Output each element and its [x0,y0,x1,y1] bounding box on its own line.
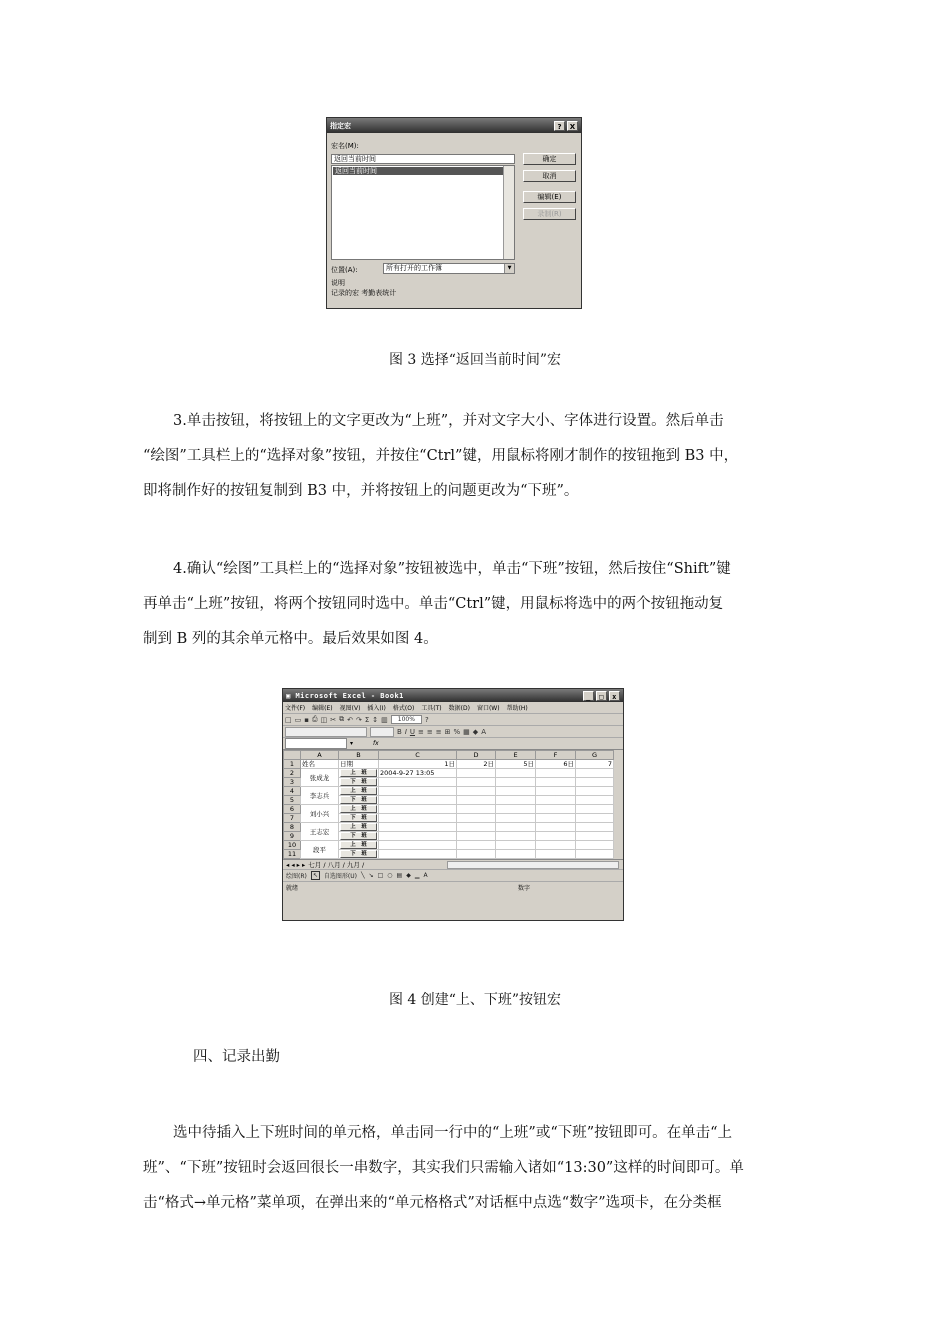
cell[interactable] [339,814,379,823]
save-icon[interactable]: ▪ [304,715,309,724]
excel-window [282,688,624,921]
cell[interactable] [576,841,614,850]
align-left-icon[interactable]: ≡ [418,727,424,736]
cell[interactable]: 姓名 [301,760,339,769]
cell[interactable] [379,832,457,841]
assign-macro-dialog [326,117,582,309]
cell[interactable] [379,796,457,805]
align-center-icon[interactable]: ≡ [426,727,433,736]
fill-color-icon[interactable]: ◆ [406,872,411,879]
italic-icon[interactable]: I [404,727,407,736]
cell[interactable] [496,796,536,805]
excel-titlebar [283,689,623,702]
macro-list-item[interactable]: 返回当前时间 [333,167,505,175]
macro-name-label: 宏名(M): [331,142,359,150]
row-header[interactable]: 10 [284,841,301,850]
macro-list[interactable] [331,165,515,260]
zoom-box[interactable]: 100% [391,715,422,724]
autoshape-menu[interactable]: 自选图形(U) [323,873,357,880]
dialog-title: 指定宏 [330,121,351,130]
drawing-toolbar [283,869,623,881]
cell[interactable] [496,778,536,787]
cell[interactable] [339,823,379,832]
menu-file[interactable]: 文件(F) [285,705,306,712]
cell[interactable] [576,769,614,778]
worksheet-grid [283,750,614,859]
menu-tools[interactable]: 工具(T) [421,705,442,712]
standard-toolbar [283,714,623,726]
excel-window-title: Microsoft Excel - Book1 [295,691,404,700]
tab-nav-icon[interactable]: ◂ ◂ ▸ ▸ [286,860,306,869]
help-icon[interactable]: ? [424,715,429,724]
close-icon[interactable]: x [609,691,620,701]
cell[interactable] [496,823,536,832]
cell[interactable] [339,832,379,841]
macro-name-input[interactable]: 返回当前时间 [331,154,515,164]
cell[interactable] [536,778,576,787]
clock-out-button[interactable]: 下 班 [340,850,377,858]
draw-menu[interactable]: 绘图(R) [286,873,307,880]
location-select[interactable] [383,263,515,274]
cell[interactable] [457,832,496,841]
cell[interactable]: 段平 [301,841,339,859]
column-header[interactable]: G [576,751,614,760]
row-header[interactable]: 11 [284,850,301,859]
cell[interactable] [496,805,536,814]
cell[interactable] [536,787,576,796]
oval-icon[interactable]: ○ [387,872,393,879]
cell[interactable] [536,832,576,841]
menu-data[interactable]: 数据(D) [448,705,470,712]
cell[interactable] [536,850,576,859]
new-file-icon[interactable]: □ [285,715,292,724]
cell[interactable]: 2004-9-27 13:05 [379,769,457,778]
cell[interactable] [576,823,614,832]
macro-list-scrollbar[interactable] [503,166,514,259]
cell[interactable]: 张成龙 [301,769,339,787]
maximize-icon[interactable]: □ [596,691,607,701]
cell[interactable] [379,778,457,787]
redo-icon[interactable]: ↷ [355,715,362,724]
open-folder-icon[interactable]: ▭ [294,715,302,724]
paragraph-line: 制到 B 列的其余单元格中。最后效果如图 4。 [143,631,438,647]
cell[interactable] [496,832,536,841]
cell[interactable] [457,841,496,850]
cell[interactable]: 5日 [496,760,536,769]
cancel-button[interactable]: 取消 [523,170,576,182]
cut-icon[interactable]: ✂ [330,715,337,724]
row-header[interactable]: 3 [284,778,301,787]
paragraph-line: “绘图”工具栏上的“选择对象”按钮，并按住“Ctrl”键，用鼠标将刚才制作的按钮拖到 B3 中， [143,448,739,464]
percent-icon[interactable]: % [453,727,461,736]
rectangle-icon[interactable]: □ [377,872,384,879]
font-color-icon[interactable]: A [423,872,428,879]
fx-label: fx [373,740,379,747]
cell[interactable] [496,814,536,823]
sheet-tabs[interactable]: 七月 / 八月 / 九月 / [308,861,365,869]
merge-icon[interactable]: ⊞ [444,727,451,736]
cell[interactable] [576,850,614,859]
copy-icon[interactable]: ⧉ [339,715,345,723]
row-header[interactable]: 4 [284,787,301,796]
column-header[interactable]: E [496,751,536,760]
sort-icon[interactable]: ↕ [372,715,379,724]
sum-icon[interactable]: Σ [364,715,370,724]
row-header[interactable]: 8 [284,823,301,832]
cell[interactable] [339,769,379,778]
cell[interactable] [576,778,614,787]
status-num: 数字 [518,884,531,892]
cell[interactable] [379,823,457,832]
column-header[interactable]: F [536,751,576,760]
column-header[interactable]: D [457,751,496,760]
menu-edit[interactable]: 编辑(E) [312,705,333,712]
select-object-icon[interactable]: ↖ [312,872,318,879]
cell[interactable]: 王志宏 [301,823,339,841]
cell[interactable] [457,814,496,823]
cell[interactable] [339,778,379,787]
cell[interactable] [576,796,614,805]
column-header[interactable]: C [379,751,457,760]
paragraph-line: 班”、“下班”按钮时会返回很长一串数字，其实我们只需输入诸如“13:30”这样的时间即可。单 [143,1160,744,1176]
cell[interactable] [339,850,379,859]
line-icon[interactable]: ╲ [360,872,365,879]
paragraph-line: 击“格式→单元格”菜单项，在弹出来的“单元格格式”对话框中点选“数字”选项卡，在分类框 [143,1195,722,1211]
row-header[interactable]: 6 [284,805,301,814]
cell[interactable] [496,841,536,850]
cell[interactable] [339,787,379,796]
arrow-icon[interactable]: ↘ [368,872,374,879]
section-heading: 四、记录出勤 [193,1049,280,1065]
figure3-caption: 图 3 选择“返回当前时间”宏 [388,352,562,368]
align-right-icon[interactable]: ≡ [435,727,442,736]
cell[interactable] [536,796,576,805]
horizontal-scrollbar[interactable] [447,861,619,869]
menu-window[interactable]: 窗口(W) [476,705,500,712]
menu-help[interactable]: 帮助(H) [506,705,528,712]
column-header[interactable]: B [339,751,379,760]
cell[interactable] [339,841,379,850]
cell[interactable] [496,787,536,796]
cell[interactable]: 刘小兴 [301,805,339,823]
close-button[interactable]: X [567,121,578,131]
cell[interactable] [536,769,576,778]
textbox-icon[interactable]: ▤ [396,872,403,879]
cell[interactable]: 2日 [457,760,496,769]
cell[interactable] [379,841,457,850]
row-header[interactable]: 1 [284,760,301,769]
clock-out-button[interactable]: 下 班 [340,796,377,804]
clock-out-button[interactable]: 下 班 [340,778,377,786]
clock-out-button[interactable]: 下 班 [340,832,377,840]
row-header[interactable]: 2 [284,769,301,778]
name-box[interactable] [285,738,347,749]
sheet-tab-bar [283,859,623,869]
cell[interactable] [457,823,496,832]
paragraph-line: 选中待插入上下班时间的单元格，单击同一行中的“上班”或“下班”按钮即可。在单击“上 [173,1125,733,1141]
cell[interactable] [496,850,536,859]
ok-button[interactable]: 确定 [523,153,576,165]
clock-in-button[interactable]: 上 班 [340,787,377,795]
border-icon[interactable]: ▦ [463,727,470,736]
chart-icon[interactable]: ▥ [381,715,388,724]
status-ready: 就绪 [286,884,299,892]
cell[interactable] [457,787,496,796]
cell[interactable]: 7 [576,760,614,769]
cell[interactable] [457,850,496,859]
formula-bar [283,738,623,750]
cell[interactable] [576,805,614,814]
clock-out-button[interactable]: 下 班 [340,814,377,822]
select-all-corner[interactable] [284,751,301,760]
cell[interactable] [339,796,379,805]
record-button[interactable]: 录制(R) [523,208,576,220]
cell[interactable] [496,769,536,778]
menu-bar [283,702,623,714]
row-header[interactable]: 7 [284,814,301,823]
cell[interactable] [576,787,614,796]
cell[interactable] [576,814,614,823]
fill-color-icon[interactable]: ◆ [472,727,479,736]
clock-in-button[interactable]: 上 班 [340,823,377,831]
paragraph-step3 [143,404,807,509]
print-icon[interactable]: ⎙ [312,715,318,723]
cell[interactable] [457,769,496,778]
cell[interactable] [536,814,576,823]
description-text: 记录的宏 考勤表统计 [331,289,397,297]
paragraph-line: 3.单击按钮，将按钮上的文字更改为“上班”，并对文字大小、字体进行设置。然后单击 [173,413,724,429]
cell[interactable] [457,796,496,805]
paragraph-step4 [143,552,807,657]
paragraph-line: 即将制作好的按钮复制到 B3 中，并将按钮上的问题更改为“下班”。 [143,483,579,499]
paragraph-line: 4.确认“绘图”工具栏上的“选择对象”按钮被选中，单击“下班”按钮，然后按住“Shift”键 [173,561,731,577]
cell[interactable] [339,805,379,814]
menu-format[interactable]: 格式(O) [392,705,415,712]
paragraph-record-attendance [143,1116,807,1221]
line-color-icon[interactable]: ▁ [414,872,420,879]
menu-view[interactable]: 视图(V) [339,705,361,712]
cell[interactable] [576,832,614,841]
cell[interactable]: 6日 [536,760,576,769]
minimize-icon[interactable]: _ [583,691,594,701]
size-select[interactable] [370,727,394,737]
undo-icon[interactable]: ↶ [347,715,353,724]
cell[interactable] [379,805,457,814]
column-header[interactable]: A [301,751,339,760]
location-label: 位置(A): [331,266,358,274]
excel-app-icon: ▣ [286,691,296,700]
description-label: 说明 [331,279,345,287]
cell[interactable] [457,805,496,814]
chevron-down-icon[interactable]: ▾ [350,740,354,747]
preview-icon[interactable]: ◫ [320,715,328,724]
clock-in-button[interactable]: 上 班 [340,805,377,813]
font-select[interactable] [285,727,367,737]
figure4-caption: 图 4 创建“上、下班”按钮宏 [388,992,562,1008]
cell[interactable] [536,823,576,832]
cell[interactable]: 1日 [379,760,457,769]
cell[interactable] [379,814,457,823]
row-header[interactable]: 5 [284,796,301,805]
help-button[interactable]: ? [554,121,565,131]
status-bar [283,881,623,892]
menu-insert[interactable]: 插入(I) [367,705,386,712]
clock-in-button[interactable]: 上 班 [340,769,377,777]
dialog-titlebar [327,118,581,133]
bold-icon[interactable]: B [397,727,402,736]
cell[interactable] [536,841,576,850]
cell[interactable] [379,850,457,859]
edit-button[interactable]: 编辑(E) [523,191,576,203]
underline-icon[interactable]: U [409,727,416,736]
cell[interactable] [536,805,576,814]
cell[interactable]: 李志兵 [301,787,339,805]
row-header[interactable]: 9 [284,832,301,841]
formatting-toolbar [283,726,623,738]
cell[interactable] [379,787,457,796]
paragraph-line: 再单击“上班”按钮，将两个按钮同时选中。单击“Ctrl”键，用鼠标将选中的两个按钮拖动复 [143,596,724,612]
location-value: 所有打开的工作簿 [386,264,442,272]
clock-in-button[interactable]: 上 班 [340,841,377,849]
chevron-down-icon[interactable]: ▼ [504,264,514,273]
font-color-icon[interactable]: A [481,727,486,736]
cell[interactable] [457,778,496,787]
cell[interactable]: 日期 [339,760,379,769]
